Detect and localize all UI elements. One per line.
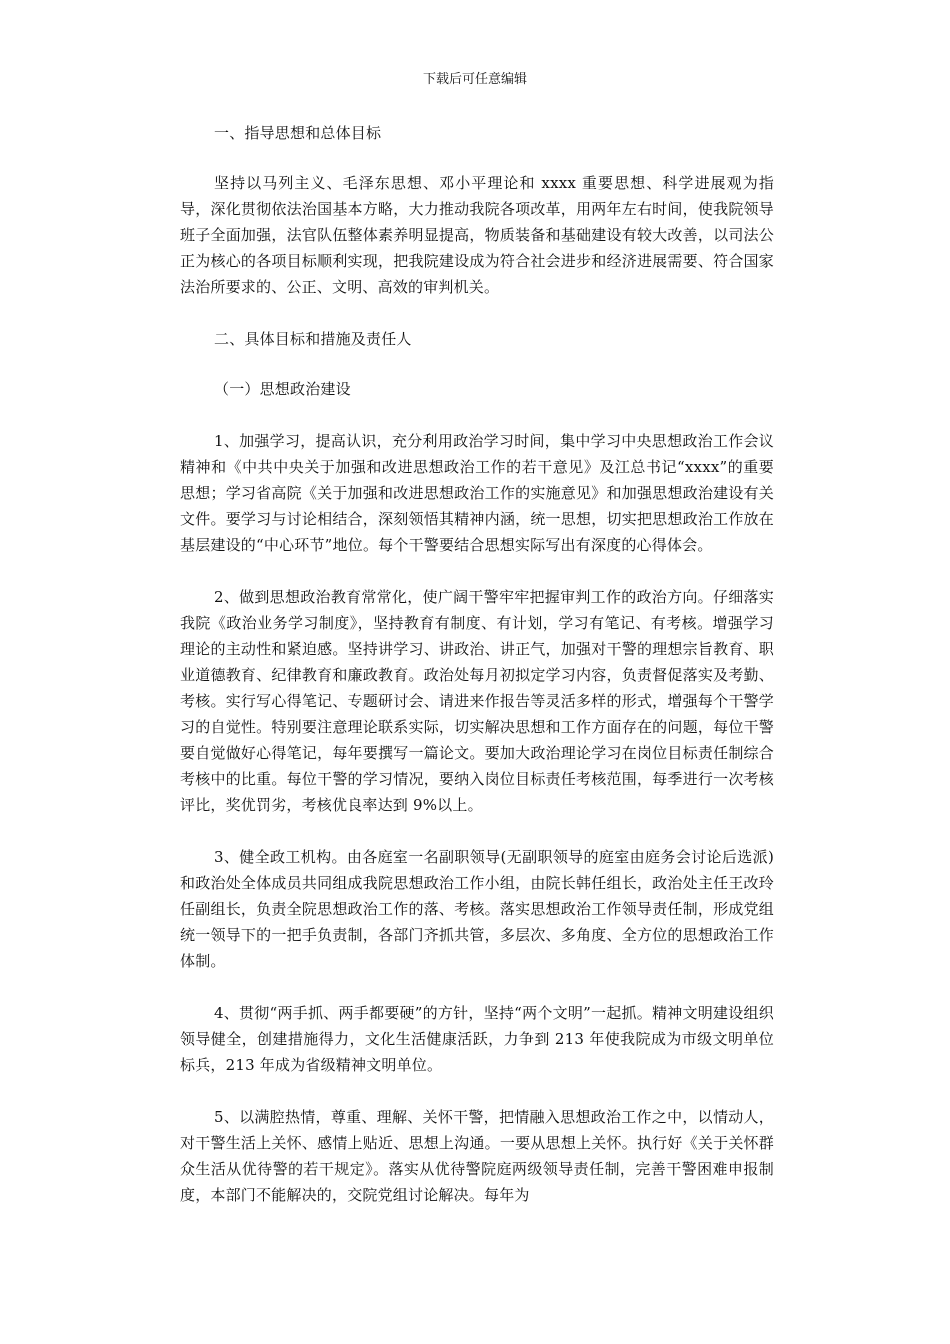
page-header: 下载后可任意编辑 [422,72,527,87]
paragraph-item-1: 1、加强学习，提高认识，充分利用政治学习时间，集中学习中央思想政治工作会议精神和《中共中央关于加强和改进思想政治工作的若干意见》及江总书记“xxxx”的重要思想；学习省高院《关于加强和改进思想政治工作的实施意见》和加强思想政治建设有关文件。要学习与讨论相结合，深刻领悟其精神内涵，统一思想，切实把思想政治工作放在基层建设的“中心环节”地位。每个干警要结合思想实际写出有深度的心得体会。 [180,432,774,554]
subsection-heading: （一）思想政治建设 [214,380,351,398]
section-heading-1: 一、指导思想和总体目标 [214,124,382,142]
section-heading-2: 二、具体目标和措施及责任人 [214,330,412,348]
paragraph-item-5: 5、以满腔热情，尊重、理解、关怀干警，把情融入思想政治工作之中，以情动人，对干警生活上关怀、感情上贴近、思想上沟通。一要从思想上关怀。执行好《关于关怀群众生活从优待警的若干规定》。落实从优待警院庭两级领导责任制，完善干警困难申报制度，本部门不能解决的，交院党组讨论解决。每年为 [180,1108,774,1204]
intro-paragraph: 坚持以马列主义、毛泽东思想、邓小平理论和 xxxx 重要思想、科学进展观为指导，深化贯彻依法治国基本方略，大力推动我院各项改革，用两年左右时间，使我院领导班子全面加强，法官队伍整体素养明显提高，物质装备和基础建设有较大改善，以司法公正为核心的各项目标顺利实现，把我院建设成为符合社会进步和经济进展需要、符合国家法治所要求的、公正、文明、高效的审判机关。 [180,174,774,296]
paragraph-item-4: 4、贯彻“两手抓、两手都要硬”的方针，坚持“两个文明”一起抓。精神文明建设组织领导健全，创建措施得力，文化生活健康活跃，力争到 213 年使我院成为市级文明单位标兵，213 年成为省级精神文明单位。 [180,1004,774,1074]
paragraph-item-3: 3、健全政工机构。由各庭室一名副职领导(无副职领导的庭室由庭务会讨论后选派)和政治处全体成员共同组成我院思想政治工作小组，由院长韩任组长，政治处主任王改玲任副组长，负责全院思想政治工作的落、考核。落实思想政治工作领导责任制，形成党组统一领导下的一把手负责制，各部门齐抓共管，多层次、多角度、全方位的思想政治工作体制。 [180,848,774,970]
paragraph-item-2: 2、做到思想政治教育常常化，使广阔干警牢牢把握审判工作的政治方向。仔细落实我院《政治业务学习制度》，坚持教育有制度、有计划，学习有笔记、有考核。增强学习理论的主动性和紧迫感。坚持讲学习、讲政治、讲正气，加强对干警的理想宗旨教育、职业道德教育、纪律教育和廉政教育。政治处每月初拟定学习内容，负责督促落实及考勤、考核。实行写心得笔记、专题研讨会、请进来作报告等灵活多样的形式，增强每个干警学习的自觉性。特别要注意理论联系实际，切实解决思想和工作方面存在的问题，每位干警要自觉做好心得笔记，每年要撰写一篇论文。要加大政治理论学习在岗位目标责任制综合考核中的比重。每位干警的学习情况，要纳入岗位目标责任考核范围，每季进行一次考核评比，奖优罚劣，考核优良率达到 9%以上。 [180,588,774,814]
document-body [180,120,774,1208]
